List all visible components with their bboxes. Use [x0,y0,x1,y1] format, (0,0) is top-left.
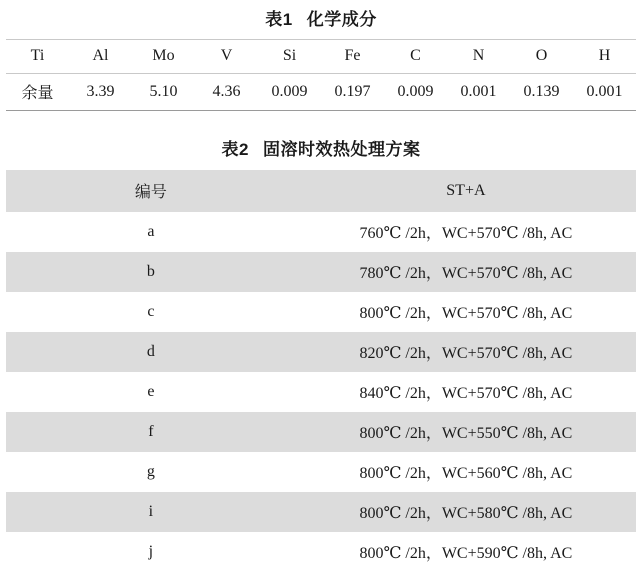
table1-caption-number: 表1 [265,10,293,29]
table2-cell-st-a: 760℃ /2h，WC+570℃ /8h, AC [296,212,636,252]
table1-header-cell: Si [258,40,321,74]
table1-header-cell: Mo [132,40,195,74]
table1-data-cell: 5.10 [132,74,195,111]
table1-data-cell: 4.36 [195,74,258,111]
table2-cell-id: j [6,532,296,572]
table2-caption [6,135,636,170]
table2-cell-st-a: 800℃ /2h，WC+550℃ /8h, AC [296,412,636,452]
table2-cell-st-a: 840℃ /2h，WC+570℃ /8h, AC [296,372,636,412]
table2-cell-id: b [6,252,296,292]
chemical-composition-table [6,39,636,111]
table1-data-cell: 3.39 [69,74,132,111]
table1-header-cell: Al [69,40,132,74]
table1-header-row [6,40,636,74]
table1-header-cell: C [384,40,447,74]
table2-cell-id: c [6,292,296,332]
table1-data-cell: 0.197 [321,74,384,111]
table1-header-cell: Fe [321,40,384,74]
table-row [6,452,636,492]
table-row [6,212,636,252]
table1-data-cell: 0.009 [258,74,321,111]
table-row [6,252,636,292]
table2-cell-id: f [6,412,296,452]
table1-header-cell: V [195,40,258,74]
table1-section [0,0,642,111]
table2-header-cell-id: 编号 [6,170,296,212]
table2-cell-st-a: 800℃ /2h，WC+590℃ /8h, AC [296,532,636,572]
table1-data-cell: 余量 [6,74,69,111]
table2-cell-st-a: 780℃ /2h，WC+570℃ /8h, AC [296,252,636,292]
table1-caption-title: 化学成分 [306,10,377,29]
table2-cell-id: i [6,492,296,532]
table1-data-row [6,74,636,111]
heat-treatment-table [6,170,636,572]
table2-cell-id: g [6,452,296,492]
table-row [6,492,636,532]
table-row [6,292,636,332]
table1-header-cell: O [510,40,573,74]
table1-header-cell: H [573,40,636,74]
table2-cell-id: d [6,332,296,372]
table1-data-cell: 0.139 [510,74,573,111]
table2-cell-id: e [6,372,296,412]
table1-header-cell: N [447,40,510,74]
table2-caption-number: 表2 [221,140,249,159]
table1-data-cell: 0.009 [384,74,447,111]
table-row [6,412,636,452]
table1-data-cell: 0.001 [573,74,636,111]
table2-cell-st-a: 800℃ /2h，WC+560℃ /8h, AC [296,452,636,492]
table2-section [0,135,642,572]
table-row [6,532,636,572]
table-row [6,372,636,412]
table1-data-cell: 0.001 [447,74,510,111]
table2-header-row [6,170,636,212]
table2-cell-id: a [6,212,296,252]
table2-caption-title: 固溶时效热处理方案 [262,140,421,159]
table2-header-cell-st-a: ST+A [296,170,636,212]
table1-header-cell: Ti [6,40,69,74]
table-row [6,332,636,372]
table2-cell-st-a: 820℃ /2h，WC+570℃ /8h, AC [296,332,636,372]
table2-cell-st-a: 800℃ /2h，WC+580℃ /8h, AC [296,492,636,532]
table2-cell-st-a: 800℃ /2h，WC+570℃ /8h, AC [296,292,636,332]
table1-caption [6,0,636,39]
